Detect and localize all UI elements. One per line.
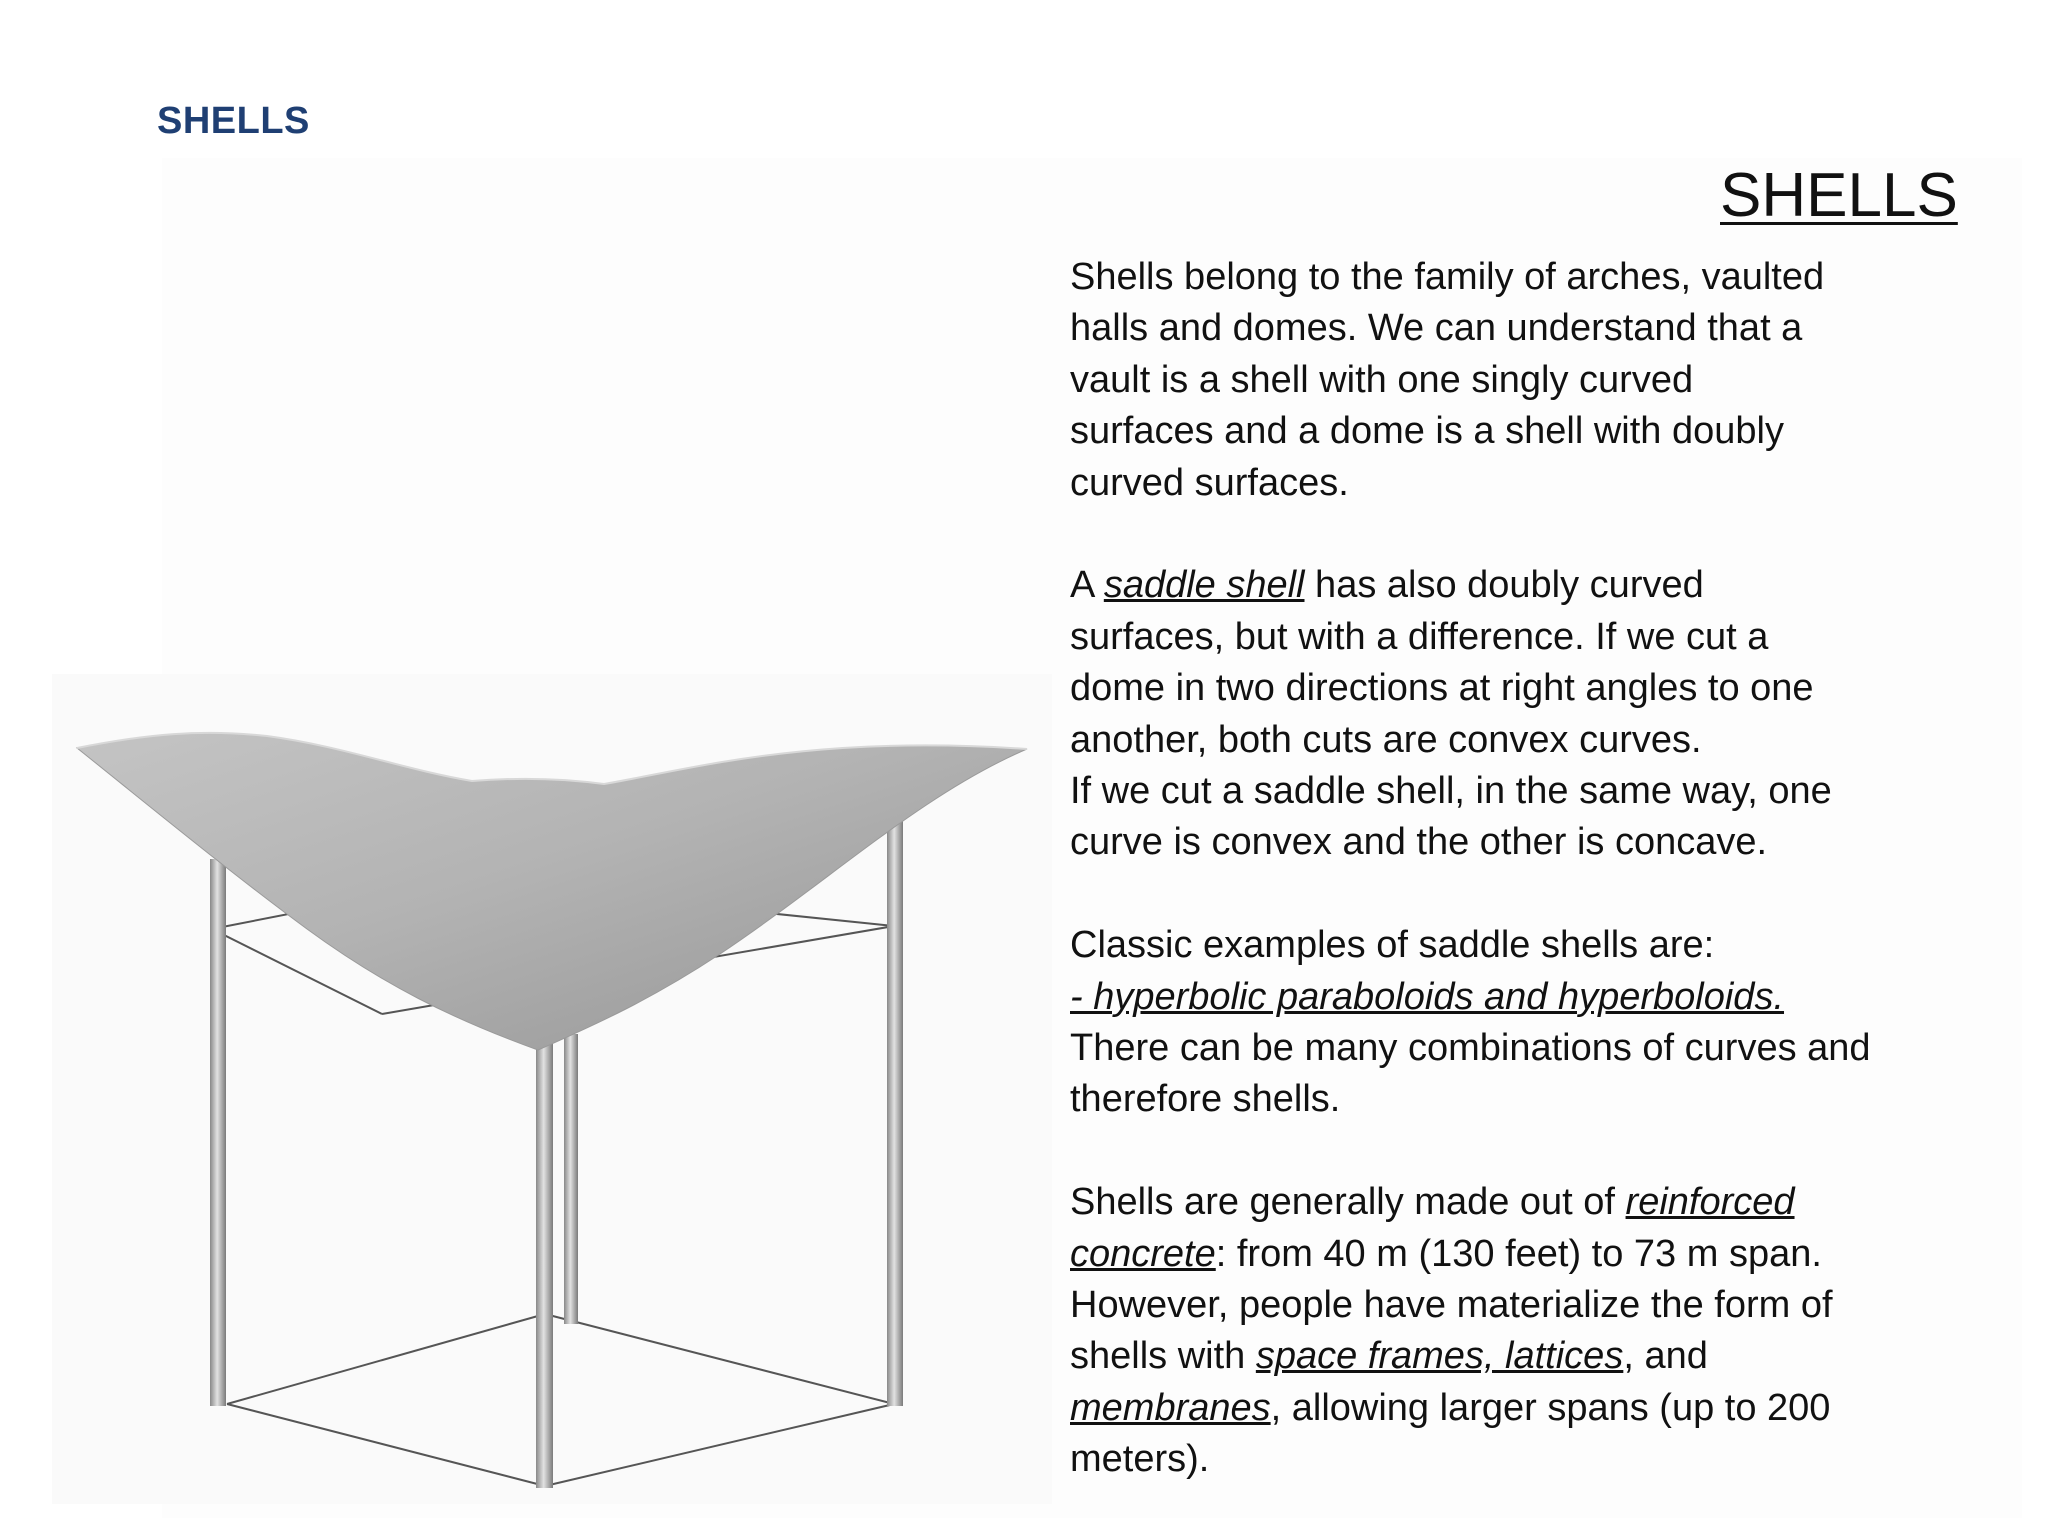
text-segment: curved surfaces. [1070,461,1349,504]
text-line [1070,920,2020,971]
text-line [1070,252,2020,303]
text-segment: shells with [1070,1335,1256,1378]
text-line [1070,1023,2020,1074]
emphasized-term: space frames, lattices [1255,1335,1624,1378]
paragraph [1070,252,2020,509]
text-segment: another, both cuts are convex curves. [1070,718,1702,761]
text-line [1070,1331,2020,1382]
document-body [1070,252,2020,1486]
text-segment: vault is a shell with one singly curved [1070,358,1694,401]
text-line [1070,817,2020,868]
text-line [1070,972,2020,1023]
emphasized-term: concrete [1070,1232,1216,1275]
text-line [1070,715,2020,766]
emphasized-term: membranes [1070,1386,1271,1429]
text-line [1070,355,2020,406]
text-segment: , and [1623,1335,1708,1378]
emphasized-term: saddle shell [1103,564,1305,607]
text-segment: Classic examples of saddle shells are: [1070,924,1715,967]
text-segment: therefore shells. [1070,1078,1341,1121]
text-line [1070,458,2020,509]
paragraph [1070,560,2020,868]
text-line [1070,560,2020,611]
text-segment: However, people have materialize the form of [1070,1284,1833,1327]
text-line [1070,612,2020,663]
text-line [1070,303,2020,354]
slide-title: SHELLS [157,100,310,142]
text-line [1070,766,2020,817]
text-line [1070,663,2020,714]
saddle-shell-figure [52,674,1052,1504]
text-line [1070,1074,2020,1125]
paragraph [1070,1177,2020,1485]
document-heading: SHELLS [1720,161,1958,230]
text-segment: If we cut a saddle shell, in the same way, one [1070,770,1832,813]
text-segment: There can be many combinations of curves and [1070,1027,1871,1070]
text-line [1070,1280,2020,1331]
text-line [1070,1383,2020,1434]
text-segment: Shells are generally made out of [1070,1181,1626,1224]
text-line [1070,406,2020,457]
text-line [1070,1177,2020,1228]
emphasized-term: reinforced [1625,1181,1795,1224]
text-segment: : from 40 m (130 feet) to 73 m span. [1215,1232,1822,1275]
saddle-shell-illustration-icon [52,674,1052,1504]
text-segment: dome in two directions at right angles to one [1070,667,1814,710]
text-segment: has also doubly curved [1304,564,1704,607]
text-segment: meters). [1070,1438,1210,1481]
text-segment: A [1070,564,1104,607]
text-segment: Shells belong to the family of arches, vaulted [1070,256,1825,298]
text-segment: surfaces, but with a difference. If we cut a [1070,615,1769,658]
paragraph [1070,920,2020,1126]
text-segment: surfaces and a dome is a shell with doubly [1070,410,1784,453]
text-segment: curve is convex and the other is concave. [1070,821,1768,864]
text-line [1070,1434,2020,1485]
emphasized-term: - hyperbolic paraboloids and hyperboloids. [1070,975,1785,1018]
text-segment: , allowing larger spans (up to 200 [1270,1386,1831,1429]
text-line [1070,1229,2020,1280]
text-segment: halls and domes. We can understand that a [1070,307,1803,350]
